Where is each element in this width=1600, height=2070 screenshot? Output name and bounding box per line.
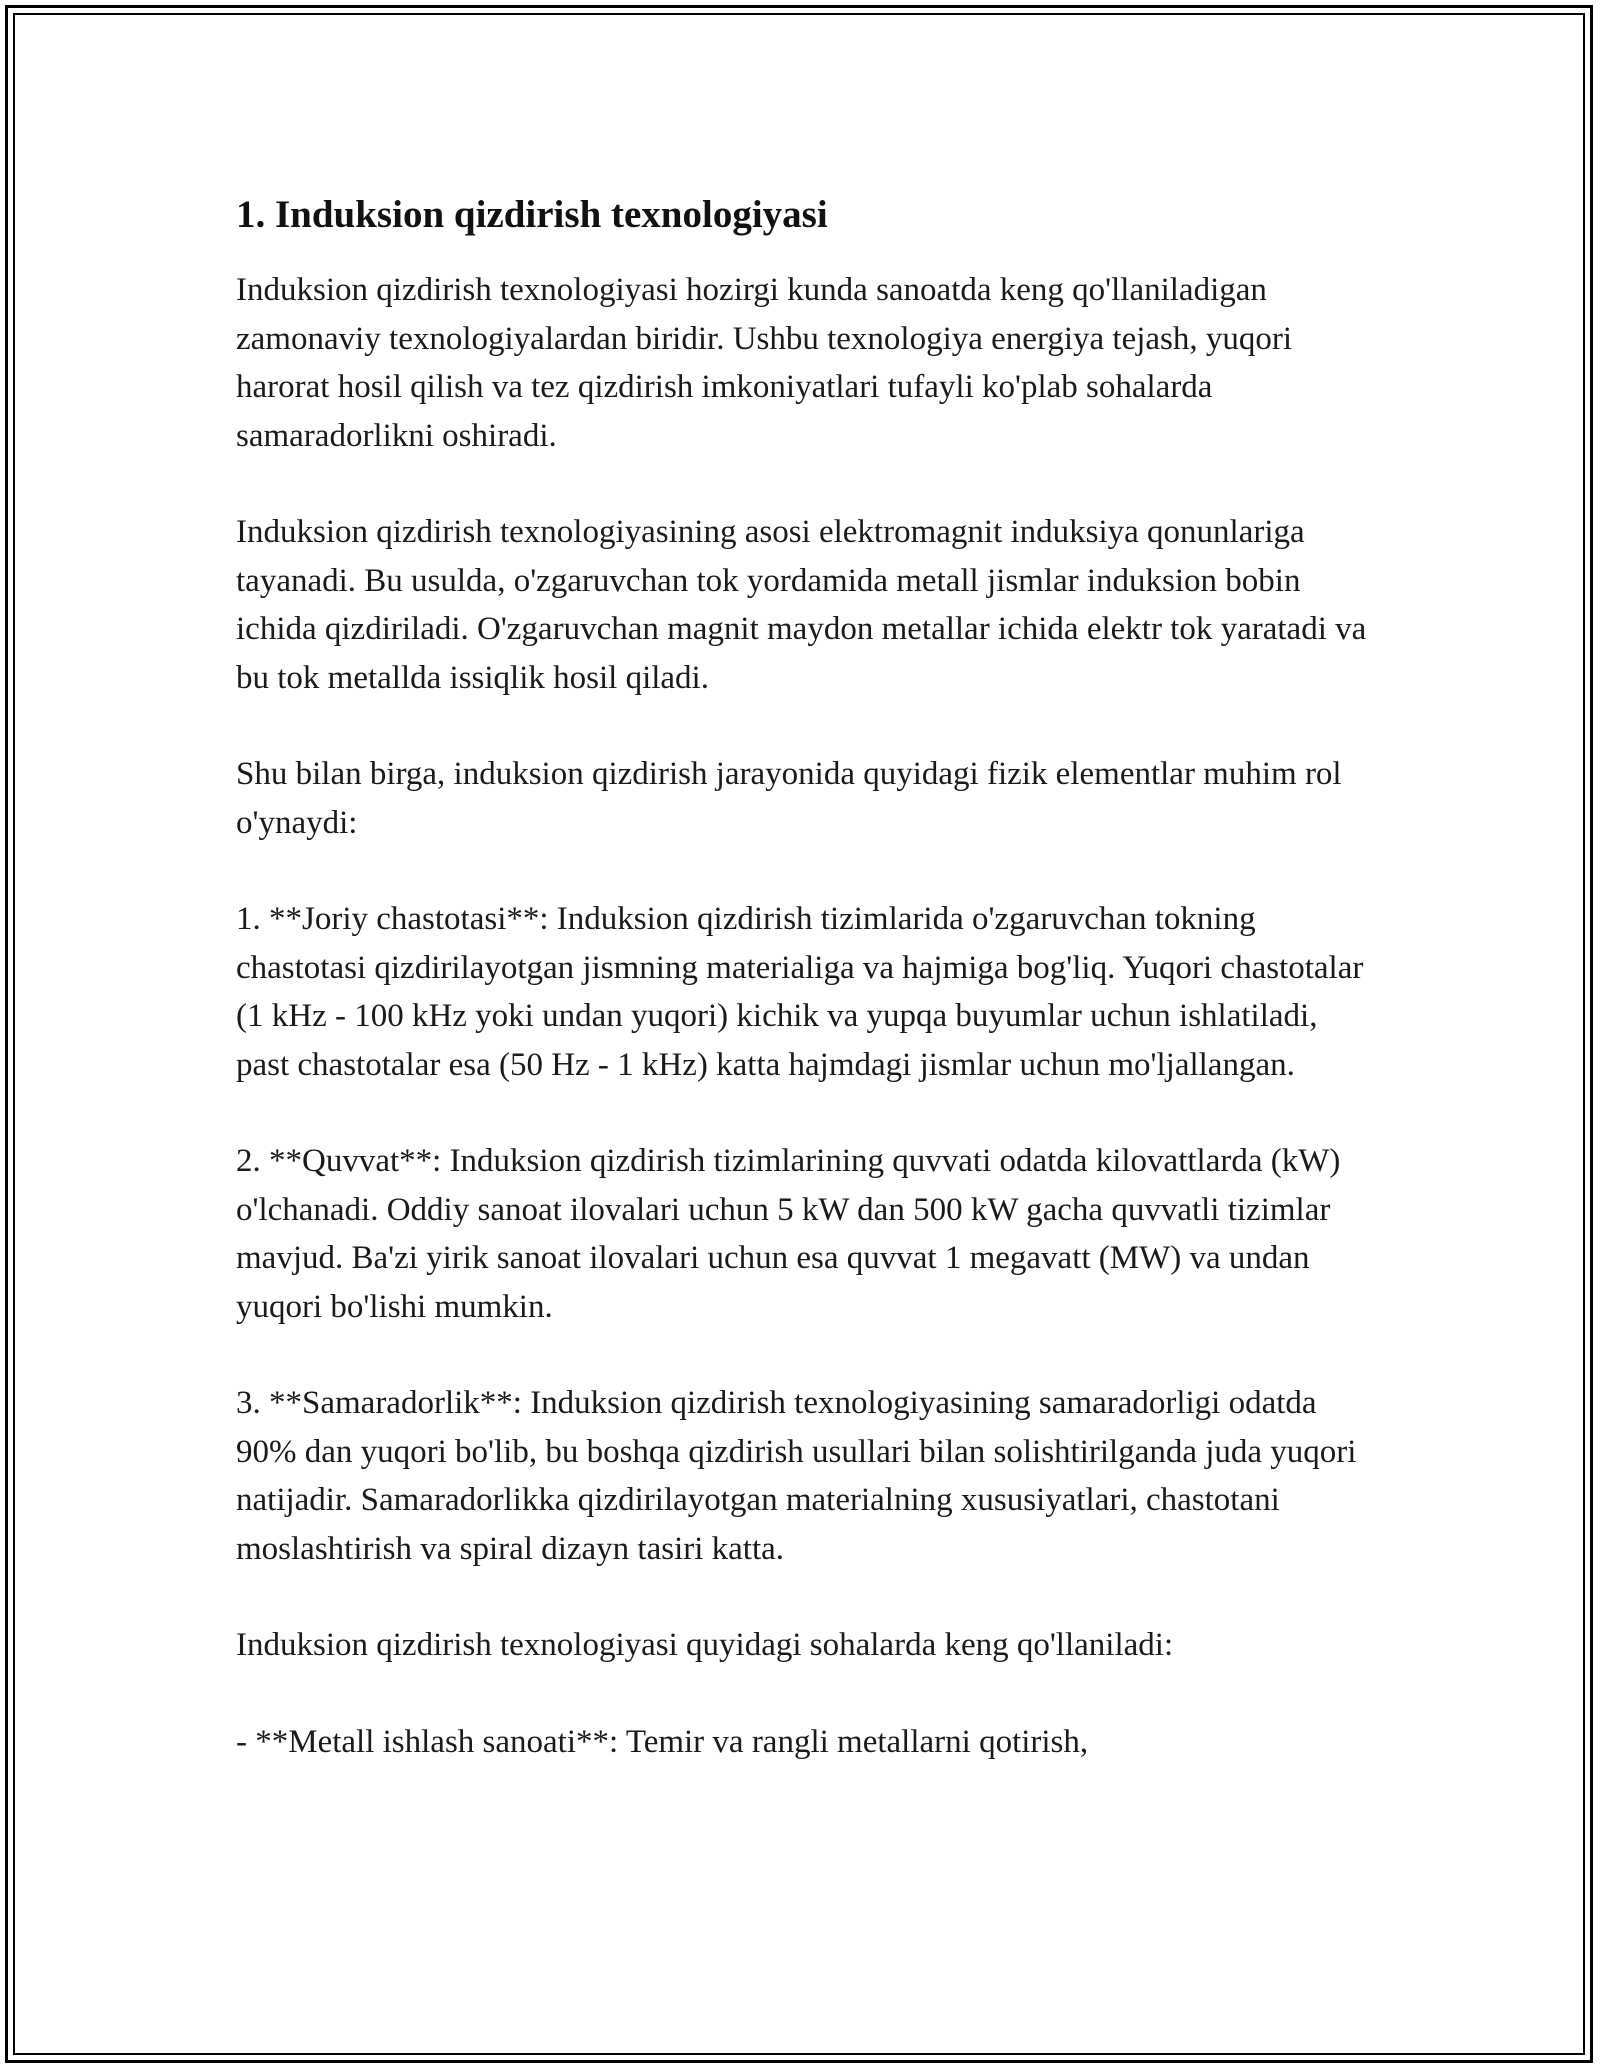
section-heading: 1. Induksion qizdirish texnologiyasi: [236, 193, 828, 236]
paragraph-metalworking: - **Metall ishlash sanoati**: Temir va rangli metallarni qotirish,: [236, 1723, 1089, 1760]
paragraph-efficiency: 3. **Samaradorlik**: Induksion qizdirish texnologiyasining samaradorligi odatda 90% dan yuqori bo'lib, bu boshqa qizdirish usullari bilan solishtirilganda juda yuqori natijadir. Samaradorlikka qizdirilayotgan materialning xususiyatlari, chastotani moslashtirish va spiral dizayn tasiri katta.: [236, 1385, 1357, 1567]
paragraph-elements-intro: Shu bilan birga, induksion qizdirish jarayonida quyidagi fizik elementlar muhim rol o'ynaydi:: [236, 756, 1342, 841]
document-body: [236, 184, 1376, 1814]
paragraph-power: 2. **Quvvat**: Induksion qizdirish tizimlarining quvvati odatda kilovattlarda (kW) o'lchanadi. Oddiy sanoat ilovalari uchun 5 kW dan 500 kW gacha quvvatli tizimlar mavjud. Ba'zi yirik sanoat ilovalari uchun esa quvvat 1 megavatt (MW) va undan yuqori bo'lishi mumkin.: [236, 1143, 1341, 1325]
paragraph-principle: Induksion qizdirish texnologiyasining asosi elektromagnit induksiya qonunlariga tayanadi. Bu usulda, o'zgaruvchan tok yordamida metall jismlar induksion bobin ichida qizdiriladi. O'zgaruvchan magnit maydon metallar ichida elektr tok yaratadi va bu tok metallda issiqlik hosil qiladi.: [236, 514, 1367, 696]
paragraph-applications-intro: Induksion qizdirish texnologiyasi quyidagi sohalarda keng qo'llaniladi:: [236, 1627, 1174, 1663]
paragraph-intro: Induksion qizdirish texnologiyasi hozirgi kunda sanoatda keng qo'llaniladigan zamonaviy texnologiyalardan biridir. Ushbu texnologiya energiya tejash, yuqori harorat hosil qilish va tez qizdirish imkoniyatlari tufayli ko'plab sohalarda samaradorlikni oshiradi.: [236, 272, 1293, 454]
paragraph-frequency: 1. **Joriy chastotasi**: Induksion qizdirish tizimlarida o'zgaruvchan tokning chastotasi qizdirilayotgan jismning materialiga va hajmiga bog'liq. Yuqori chastotalar (1 kHz - 100 kHz yoki undan yuqori) kichik va yupqa buyumlar uchun ishlatiladi, past chastotalar esa (50 Hz - 1 kHz) katta hajmdagi jismlar uchun mo'ljallangan.: [236, 901, 1364, 1083]
